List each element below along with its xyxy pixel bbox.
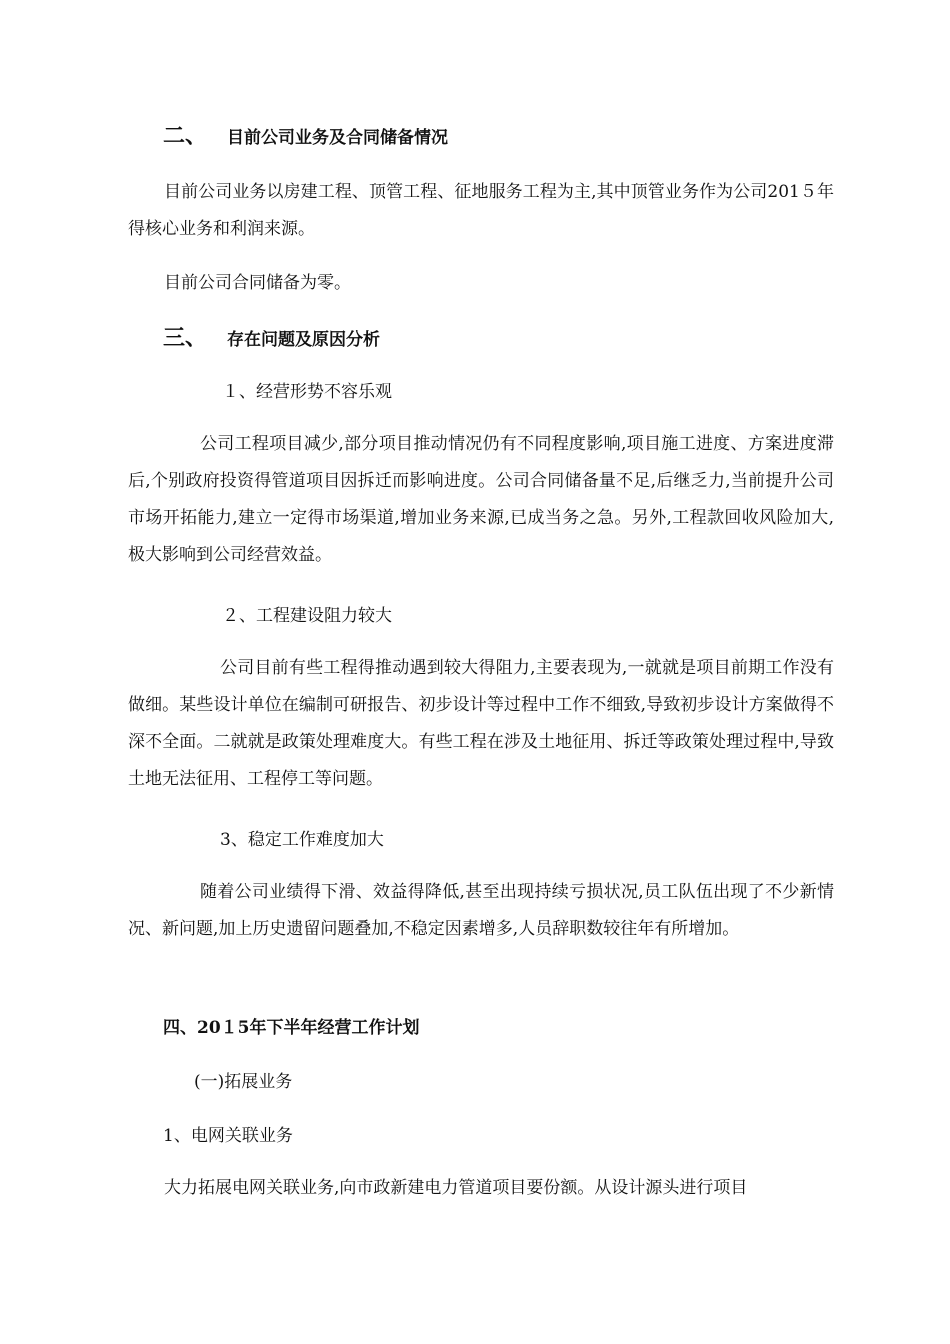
section-3-item-3-title: 3、稳定工作难度加大 <box>220 830 384 850</box>
section-3-number: 三、 <box>163 325 208 351</box>
section-3-item-3-text: 随着公司业绩得下滑、效益得降低,甚至出现持续亏损状况,员工队伍出现了不少新情况、新问题,加上历史遗留问题叠加,不稳定因素增多,人员辞职数较往年有所增加。 <box>128 882 834 939</box>
section-4-heading: 四、20１5年下半年经营工作计划 <box>163 1018 420 1038</box>
section-3-item-2-text: 公司目前有些工程得推动遇到较大得阻力,主要表现为,一就就是项目前期工作没有做细。某些设计单位在编制可研报告、初步设计等过程中工作不细致,导致初步设计方案做得不深不全面。二就就是政策处理难度大。有些工程在涉及土地征用、拆迁等政策处理过程中,导致土地无法征用、工程停工等问题。 <box>128 658 834 789</box>
section-3-title: 存在问题及原因分析 <box>227 330 381 350</box>
section-2-heading <box>163 118 869 157</box>
section-3-item-1-text: 公司工程项目减少,部分项目推动情况仍有不同程度影响,项目施工进度、方案进度滞后,个别政府投资得管道项目因拆迁而影响进度。公司合同储备量不足,后继乏力,当前提升公司市场开拓能力,建立一定得市场渠道,增加业务来源,已成当务之急。另外,工程款回收风险加大,极大影响到公司经营效益。 <box>128 434 834 565</box>
section-2-title: 目前公司业务及合同储备情况 <box>227 128 449 148</box>
section-2-paragraph-1: 目前公司业务以房建工程、顶管工程、征地服务工程为主,其中顶管业务作为公司201５年得核心业务和利润来源。 <box>128 182 834 239</box>
section-4-item-1-text: 大力拓展电网关联业务,向市政新建电力管道项目要份额。从设计源头进行项目 <box>164 1178 748 1198</box>
section-2-paragraph-2: 目前公司合同储备为零。 <box>164 273 351 293</box>
section-4-item-1-title: 1、电网关联业务 <box>163 1126 293 1146</box>
section-4-subsection-1: (一)拓展业务 <box>194 1072 293 1092</box>
section-3-item-1-title: １、经营形势不容乐观 <box>222 382 392 402</box>
section-3-heading <box>163 320 869 359</box>
section-3-item-2-title: ２、工程建设阻力较大 <box>222 606 392 626</box>
section-2-number: 二、 <box>163 123 208 149</box>
